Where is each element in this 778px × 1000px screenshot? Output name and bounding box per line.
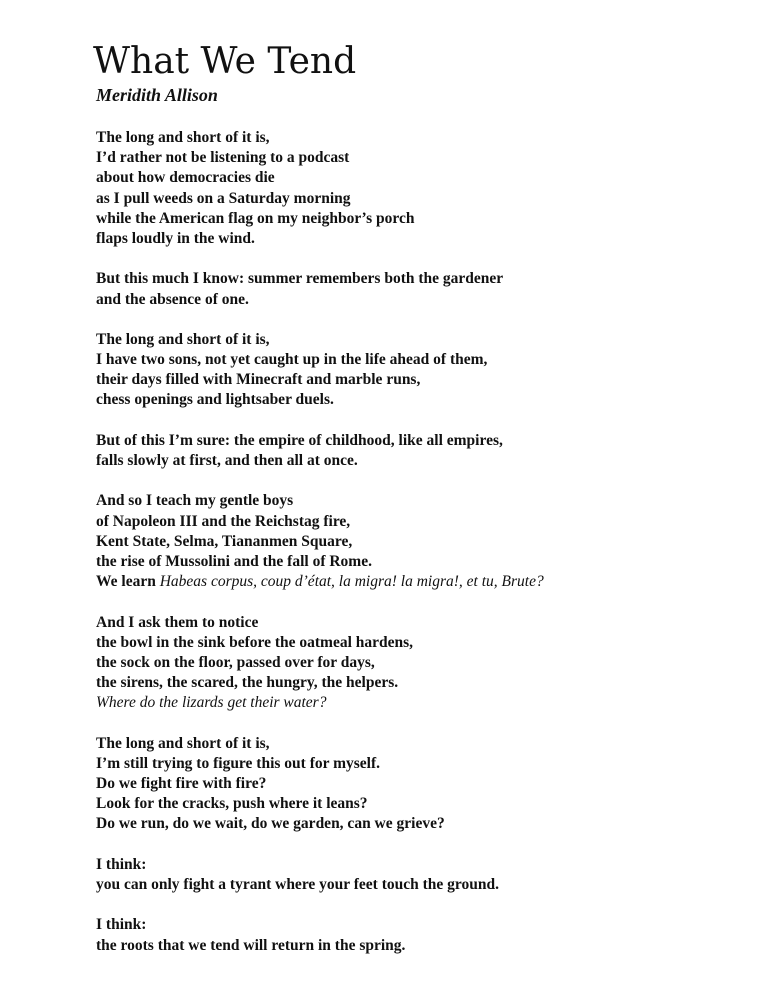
stanza-gap (96, 471, 756, 491)
stanza-3 (96, 330, 756, 411)
poem-line-learn (96, 572, 756, 592)
poem-line: falls slowly at first, and then all at once. (96, 452, 358, 469)
poem-line: The long and short of it is, (96, 129, 270, 146)
stanza-gap (96, 249, 756, 269)
stanza-6 (96, 613, 756, 714)
stanza-gap (96, 592, 756, 612)
poem-line: and the absence of one. (96, 290, 249, 308)
poem-line: the roots that we tend will return in the spring. (96, 936, 406, 954)
poem-author: Meridith Allison (96, 85, 218, 105)
poem-line: Kent State, Selma, Tiananmen Square, (96, 532, 353, 550)
poem-line: I think: (96, 916, 147, 934)
stanza-5 (96, 491, 756, 592)
poem-line: Do we fight fire with fire? (96, 775, 267, 792)
poem-line: chess openings and lightsaber duels. (96, 391, 334, 409)
stanza-9 (96, 915, 756, 955)
poem-line: of Napoleon III and the Reichstag fire, (96, 512, 351, 530)
poem-line: I think: (96, 855, 147, 873)
stanza-4 (96, 431, 756, 471)
poem-line: the rise of Mussolini and the fall of Rome. (96, 552, 372, 570)
poem-line: I have two sons, not yet caught up in the life ahead of them, (96, 351, 488, 369)
stanza-gap (96, 713, 756, 733)
poem-line: flaps loudly in the wind. (96, 229, 255, 247)
poem-line: Do we run, do we wait, do we garden, can we grieve? (96, 815, 445, 833)
poem-line: the sirens, the scared, the hungry, the helpers. (96, 674, 399, 692)
poem-line: The long and short of it is, (96, 330, 270, 348)
poem-line: The long and short of it is, (96, 734, 270, 752)
poem-line: as I pull weeds on a Saturday morning (96, 189, 351, 207)
poem-line: their days filled with Minecraft and marble runs, (96, 371, 421, 389)
stanza-2 (96, 269, 756, 309)
poem-line: while the American flag on my neighbor’s porch (96, 209, 415, 227)
learn-lead: We learn (96, 573, 156, 591)
poem-body (96, 128, 756, 956)
poem-line: the bowl in the sink before the oatmeal hardens, (96, 633, 414, 651)
poem-line: But this much I know: summer remembers both the gardener (96, 270, 504, 288)
stanza-gap (96, 411, 756, 431)
poem-line: I’d rather not be listening to a podcast (96, 149, 350, 167)
poem-line: And I ask them to notice (96, 613, 259, 631)
stanza-7 (96, 734, 756, 835)
poem-line: Look for the cracks, push where it leans? (96, 795, 368, 813)
poem-title: What We Tend (93, 41, 357, 82)
learn-italic: Habeas corpus, coup d’état, la migra! la migra!, et tu, Brute? (159, 573, 544, 591)
poem-line-lizards: Where do the lizards get their water? (96, 694, 327, 712)
poem-line: But of this I’m sure: the empire of childhood, like all empires, (96, 431, 503, 449)
poem-line: the sock on the floor, passed over for days, (96, 653, 375, 671)
poem-line: And so I teach my gentle boys (96, 492, 294, 510)
poem-line: about how democracies die (96, 169, 275, 187)
poem-line: you can only fight a tyrant where your feet touch the ground. (96, 875, 499, 893)
stanza-8 (96, 855, 756, 895)
stanza-gap (96, 895, 756, 915)
poem-line: I’m still trying to figure this out for myself. (96, 754, 380, 772)
stanza-gap (96, 310, 756, 330)
stanza-1 (96, 128, 756, 249)
stanza-gap (96, 835, 756, 855)
